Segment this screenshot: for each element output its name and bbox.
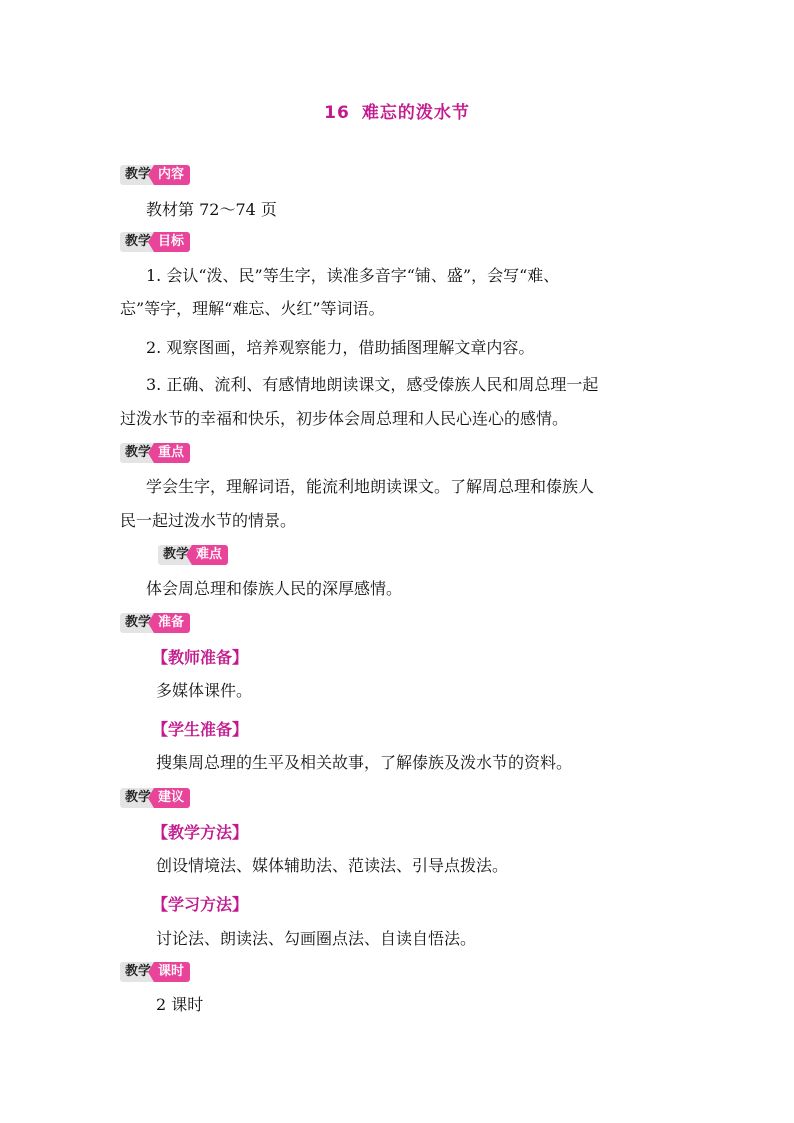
difficulty-text: 体会周总理和傣族人民的深厚感情。 <box>146 579 403 598</box>
tag-prefix: 教学 <box>120 443 154 463</box>
section-tag-key <box>120 443 190 463</box>
section-tag-hours <box>120 962 190 982</box>
teacher-prep-label: 【教师准备】 <box>152 648 249 667</box>
tag-prefix: 教学 <box>120 165 154 185</box>
section-tag-advice <box>120 788 190 808</box>
tag-label: 课时 <box>154 962 190 982</box>
goal-1-line-1: 1. 会认“泼、民”等生字，读准多音字“铺、盛”，会写“难、 <box>146 266 560 285</box>
key-line-1: 学会生字，理解词语，能流利地朗读课文。了解周总理和傣族人 <box>146 477 595 496</box>
tag-prefix: 教学 <box>158 545 192 565</box>
student-prep-text: 搜集周总理的生平及相关故事，了解傣族及泼水节的资料。 <box>156 753 573 772</box>
section-tag-difficulty <box>158 545 228 565</box>
goal-2-line-1: 2. 观察图画，培养观察能力，借助插图理解文章内容。 <box>146 338 535 357</box>
tag-prefix: 教学 <box>120 962 154 982</box>
page-title <box>0 98 794 123</box>
teacher-prep-text: 多媒体课件。 <box>156 681 253 700</box>
section-tag-prep <box>120 613 190 633</box>
section-tag-goals <box>120 232 190 252</box>
tag-prefix: 教学 <box>120 232 154 252</box>
goal-1-line-2: 忘”等字，理解“难忘、火红”等词语。 <box>120 299 385 318</box>
section-tag-content <box>120 165 190 185</box>
tag-label: 内容 <box>154 165 190 185</box>
hours-text: 2 课时 <box>156 995 204 1014</box>
learning-method-label: 【学习方法】 <box>152 895 249 914</box>
lesson-title: 难忘的泼水节 <box>361 103 470 123</box>
learning-method-text: 讨论法、朗读法、勾画圈点法、自读自悟法。 <box>156 929 477 948</box>
tag-prefix: 教学 <box>120 613 154 633</box>
lesson-number: 16 <box>324 103 350 123</box>
tag-label: 难点 <box>192 545 228 565</box>
content-text: 教材第 72～74 页 <box>146 200 277 219</box>
goal-3-line-1: 3. 正确、流利、有感情地朗读课文，感受傣族人民和周总理一起 <box>146 375 599 394</box>
key-line-2: 民一起过泼水节的情景。 <box>120 511 297 530</box>
goal-3-line-2: 过泼水节的幸福和快乐，初步体会周总理和人民心连心的感情。 <box>120 409 569 428</box>
tag-label: 建议 <box>154 788 190 808</box>
tag-prefix: 教学 <box>120 788 154 808</box>
teaching-method-text: 创设情境法、媒体辅助法、范读法、引导点拨法。 <box>156 856 509 875</box>
student-prep-label: 【学生准备】 <box>152 720 249 739</box>
tag-label: 重点 <box>154 443 190 463</box>
tag-label: 准备 <box>154 613 190 633</box>
teaching-method-label: 【教学方法】 <box>152 823 249 842</box>
tag-label: 目标 <box>154 232 190 252</box>
